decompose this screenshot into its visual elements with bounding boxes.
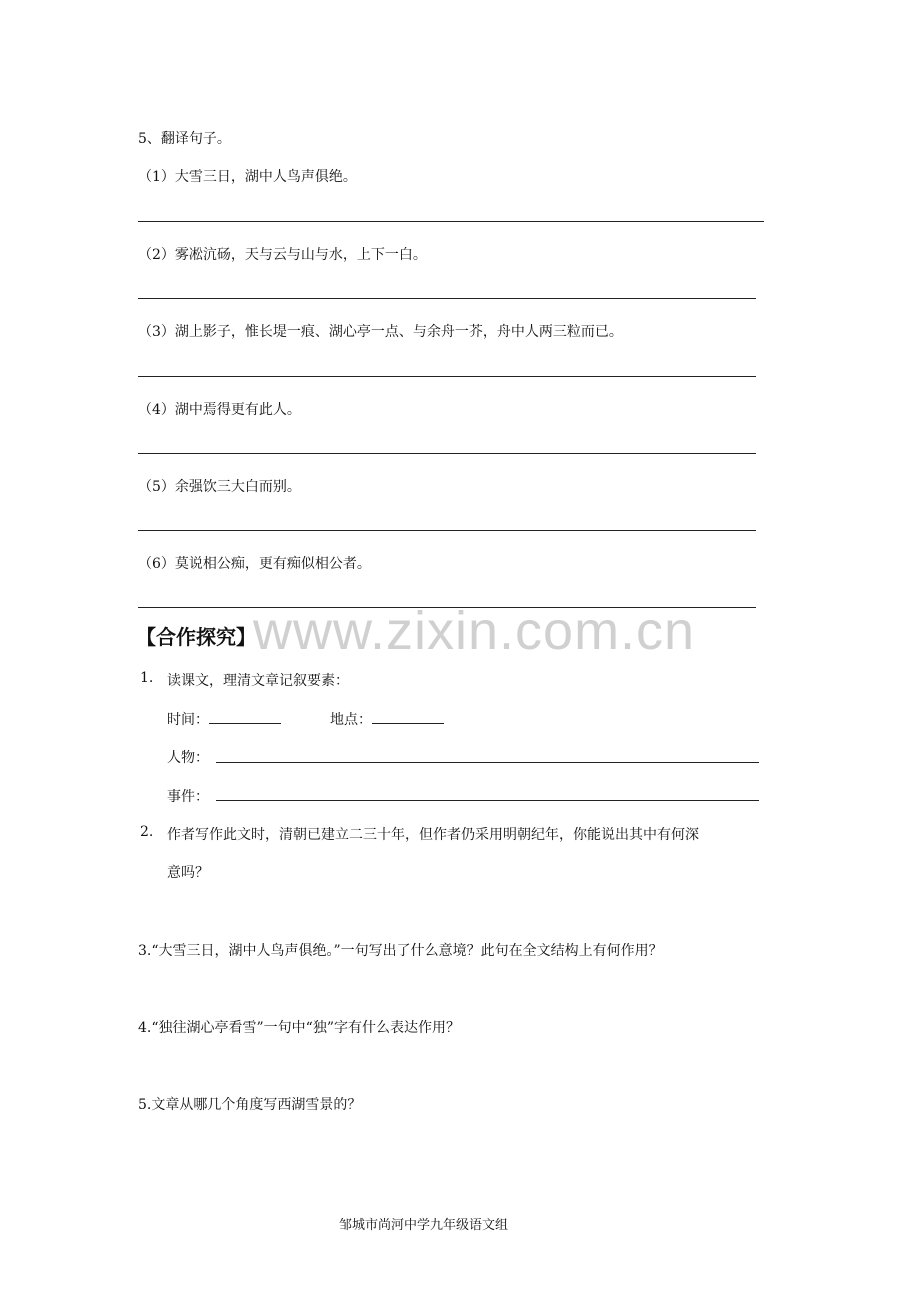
answer-line-4 [138,453,756,454]
sentence-item-2: （2）雾凇沆砀，天与云与山与水，上下一白。 [138,247,427,263]
sentence-item-4: （4）湖中焉得更有此人。 [138,402,301,418]
place-blank [372,709,444,724]
question-1-number: 1. [140,670,154,686]
section-heading: 【合作探究】 [136,625,256,649]
event-label: 事件： [167,789,209,805]
watermark: www.zixin.com.cn [253,601,696,661]
question-5: 5.文章从哪几个角度写西湖雪景的？ [138,1097,362,1113]
place-field [330,709,444,729]
section-title: 5、翻译句子。 [138,131,231,147]
question-4: 4.“独往湖心亭看雪”一句中“独”字有什么表达作用？ [138,1020,460,1036]
question-3: 3.“大雪三日，湖中人鸟声俱绝。”一句写出了什么意境？此句在全文结构上有何作用？ [138,943,663,959]
people-answer-line [216,762,759,763]
question-2-number: 2. [140,824,154,840]
place-label: 地点： [330,712,372,728]
sentence-item-6: （6）莫说相公痴，更有痴似相公者。 [138,556,371,572]
answer-line-1 [138,221,764,222]
question-2-line-2: 意吗？ [167,865,209,881]
answer-line-5 [138,530,756,531]
sentence-item-3: （3）湖上影子，惟长堤一痕、湖心亭一点、与余舟一芥，舟中人两三粒而已。 [138,324,623,340]
answer-line-2 [138,298,756,299]
answer-line-3 [138,376,756,377]
page-footer: 邹城市尚河中学九年级语文组 [339,1218,509,1233]
time-blank [209,709,281,724]
event-answer-line [216,800,759,801]
sentence-item-5: （5）余强饮三大白而别。 [138,479,301,495]
question-1-text: 读课文，理清文章记叙要素： [167,673,349,689]
people-label: 人物： [167,750,209,766]
time-field [167,709,281,729]
time-label: 时间： [167,712,209,728]
question-2-line-1: 作者写作此文时，清朝已建立二三十年，但作者仍采用明朝纪年，你能说出其中有何深 [167,827,699,843]
sentence-item-1: （1）大雪三日，湖中人鸟声俱绝。 [138,169,357,185]
